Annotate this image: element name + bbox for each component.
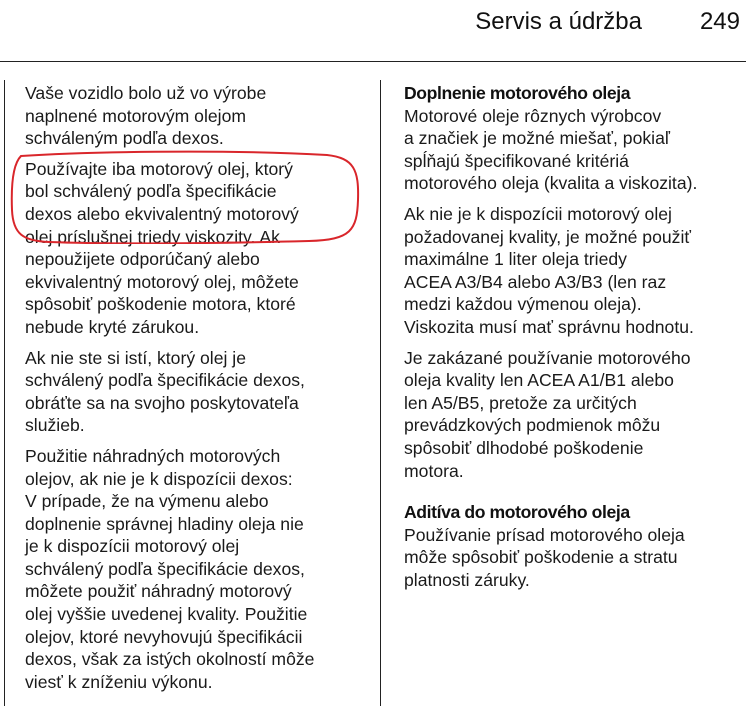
text-line: Použitie náhradných motorových bbox=[25, 445, 281, 466]
column-divider bbox=[380, 80, 381, 706]
paragraph-prohibited bbox=[404, 347, 744, 483]
text-line: Používajte iba motorový olej, ktorý bbox=[25, 158, 293, 179]
page-header-title: Servis a údržba bbox=[475, 8, 642, 35]
paragraph-substitute-oils bbox=[25, 445, 370, 694]
text-line: motora. bbox=[404, 460, 464, 481]
paragraph-intro bbox=[25, 82, 370, 150]
right-column bbox=[404, 82, 744, 591]
header-divider bbox=[0, 61, 746, 62]
paragraph-additives bbox=[404, 524, 744, 592]
text-line: spôsobiť poškodenie motora, ktoré bbox=[25, 294, 296, 315]
text-line: olej vyššie uvedenej kvality. Použitie bbox=[25, 604, 308, 625]
text-line: dexos, však za istých okolností môže bbox=[25, 649, 315, 670]
text-line: olej príslušnej triedy viskozity. Ak bbox=[25, 226, 280, 247]
text-line: Je zakázané používanie motorového bbox=[404, 347, 691, 368]
text-line: ekvivalentný motorový olej, môžete bbox=[25, 271, 299, 292]
text-line: Viskozita musí mať správnu hodnotu. bbox=[404, 316, 694, 337]
paragraph-unsure bbox=[25, 347, 370, 437]
text-line: spôsobiť dlhodobé poškodenie bbox=[404, 437, 644, 458]
text-line: služieb. bbox=[25, 415, 85, 436]
paragraph-acea-max bbox=[404, 203, 744, 339]
text-line: Ak nie ste si istí, ktorý olej je bbox=[25, 347, 246, 368]
text-line: spĺňajú špecifikované kritériá bbox=[404, 150, 629, 171]
text-line: Vaše vozidlo bolo už vo výrobe bbox=[25, 83, 267, 103]
paragraph-highlighted bbox=[25, 158, 370, 339]
text-line: Používanie prísad motorového oleja bbox=[404, 524, 685, 545]
text-line: ACEA A3/B4 alebo A3/B3 (len raz bbox=[404, 271, 667, 292]
text-line: požadovanej kvality, je možné použiť bbox=[404, 226, 691, 247]
text-line: olejov, ktoré nevyhovujú špecifikácii bbox=[25, 626, 303, 647]
text-line: bol schválený podľa špecifikácie bbox=[25, 181, 277, 202]
text-line: len A5/B5, pretože za určitých bbox=[404, 392, 637, 413]
text-line: doplnenie správnej hladiny oleja nie bbox=[25, 513, 304, 534]
text-line: schválený podľa špecifikácie dexos, bbox=[25, 558, 305, 579]
text-line: je k dispozícii motorový olej bbox=[25, 536, 240, 557]
page-number: 249 bbox=[699, 8, 740, 35]
text-line: schváleným podľa dexos. bbox=[25, 128, 224, 149]
text-line: môžete použiť náhradný motorový bbox=[25, 581, 292, 602]
text-line: V prípade, že na výmenu alebo bbox=[25, 491, 269, 512]
section-heading-additives: Aditíva do motorového oleja bbox=[404, 502, 630, 523]
text-line: maximálne 1 liter oleja triedy bbox=[404, 249, 627, 270]
text-line: prevádzkových podmienok môžu bbox=[404, 415, 661, 436]
text-line: viesť k zníženiu výkonu. bbox=[25, 671, 213, 692]
text-line: naplnené motorovým olejom bbox=[25, 105, 247, 126]
text-line: schválený podľa špecifikácie dexos, bbox=[25, 370, 305, 391]
text-line: olejov, ak nie je k dispozícii dexos: bbox=[25, 468, 293, 489]
text-line: a značiek je možné miešať, pokiaľ bbox=[404, 128, 670, 149]
left-column bbox=[25, 82, 370, 693]
text-line: medzi každou výmenou oleja). bbox=[404, 294, 642, 315]
text-line: Ak nie je k dispozícii motorový olej bbox=[404, 203, 672, 224]
text-line: môže spôsobiť poškodenie a stratu bbox=[404, 547, 678, 568]
text-line: obráťte sa na svojho poskytovateľa bbox=[25, 392, 299, 413]
text-line: motorového oleja (kvalita a viskozita). bbox=[404, 173, 698, 194]
text-line: oleja kvality len ACEA A1/B1 alebo bbox=[404, 370, 674, 391]
text-line: platnosti záruky. bbox=[404, 569, 530, 590]
paragraph-mixing bbox=[404, 105, 744, 195]
text-line: Motorové oleje rôznych výrobcov bbox=[404, 105, 662, 126]
section-heading-oil-topup: Doplnenie motorového oleja bbox=[404, 83, 631, 103]
left-column-rule bbox=[4, 80, 5, 706]
text-line: dexos alebo ekvivalentný motorový bbox=[25, 203, 299, 224]
text-line: nebude kryté zárukou. bbox=[25, 316, 200, 337]
text-line: nepoužijete odporúčaný alebo bbox=[25, 249, 260, 270]
